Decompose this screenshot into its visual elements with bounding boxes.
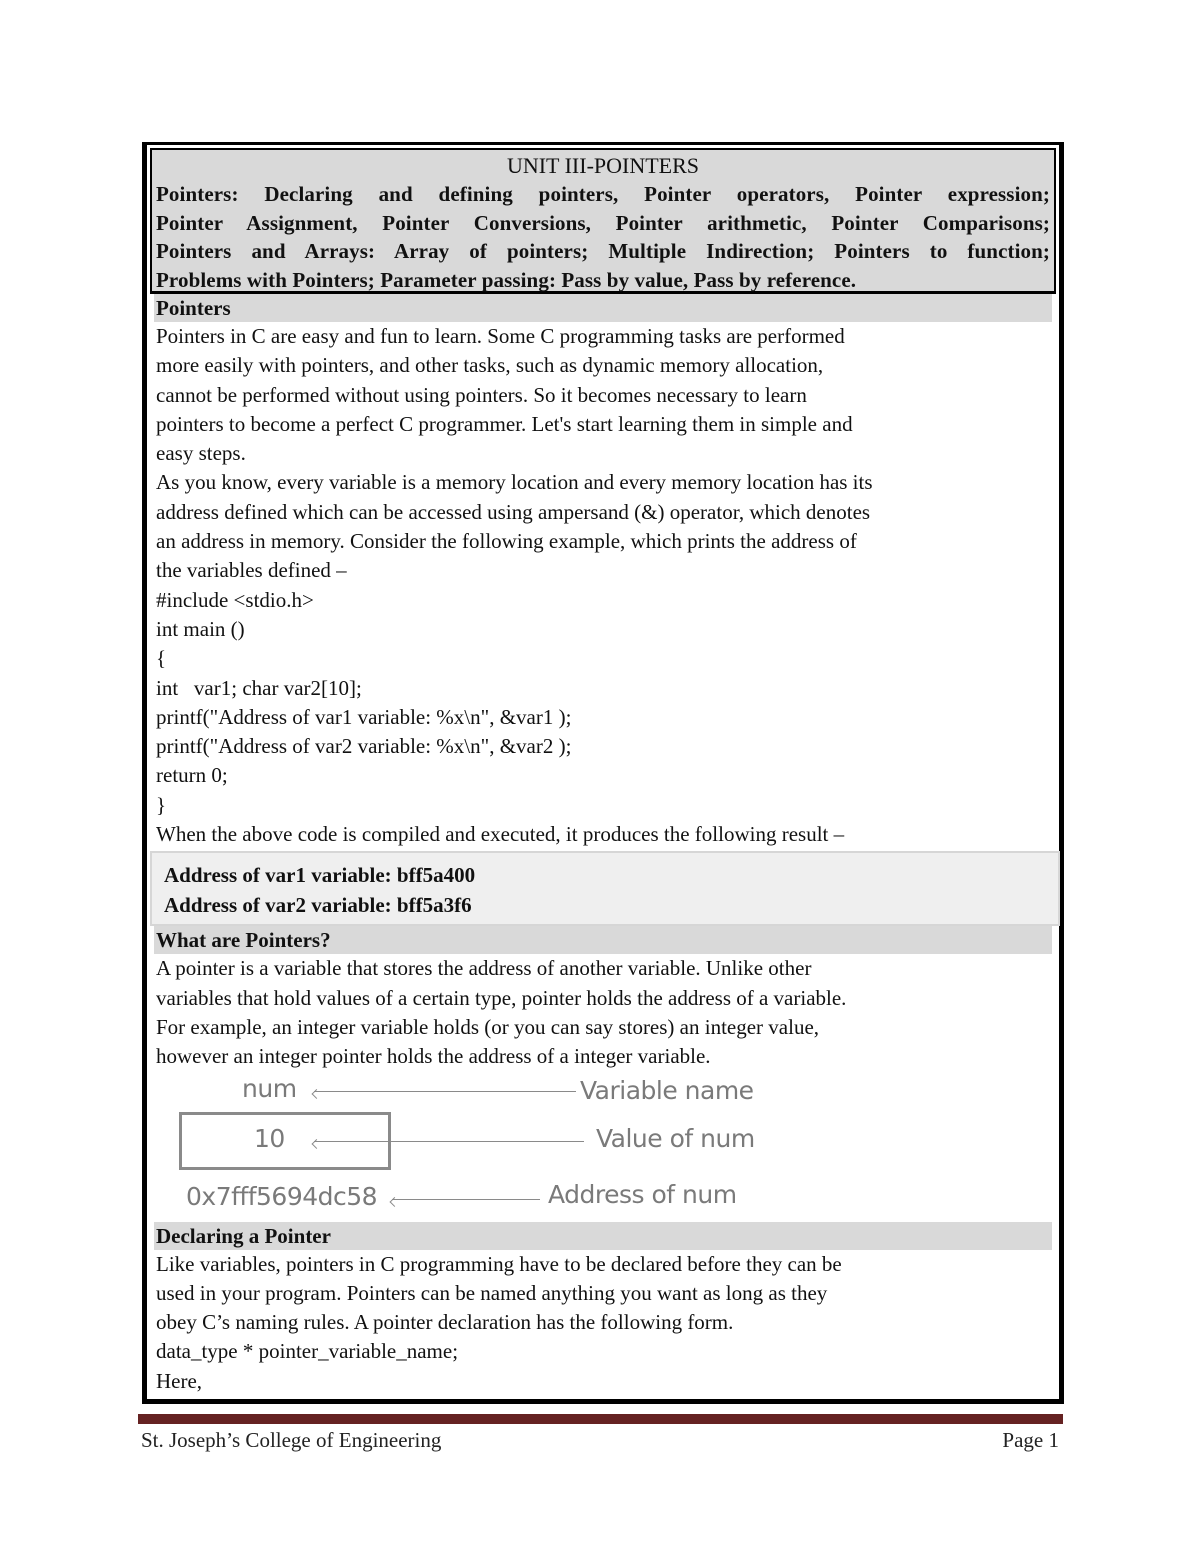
syllabus-line: Pointer Assignment, Pointer Conversions, Pointer arithmetic, Pointer Comparisons;	[156, 210, 1050, 235]
text-line: more easily with pointers, and other tasks, such as dynamic memory allocation,	[156, 353, 824, 378]
section-heading-what-are-pointers: What are Pointers?	[154, 926, 1052, 954]
trailing-text: Here,	[156, 1368, 203, 1393]
output-line: Address of var2 variable: bff5a3f6	[164, 892, 472, 917]
text-line: Like variables, pointers in C programming have to be declared before they can be	[156, 1251, 842, 1276]
diagram-var-name-label: Variable name	[580, 1075, 754, 1105]
code-line: return 0;	[156, 763, 228, 788]
code-line: int main ()	[156, 616, 245, 641]
text-line: obey C’s naming rules. A pointer declaration has the following form.	[156, 1310, 734, 1335]
result-intro: When the above code is compiled and executed, it produces the following result –	[156, 822, 845, 847]
code-example	[154, 586, 1054, 820]
text-line: easy steps.	[156, 441, 246, 466]
syllabus-line: Pointers: Declaring and defining pointers, Pointer operators, Pointer expression;	[156, 182, 1050, 206]
text-line: As you know, every variable is a memory location and every memory location has its	[156, 470, 873, 495]
unit-syllabus	[156, 180, 1050, 294]
text-line: variables that hold values of a certain type, pointer holds the address of a variable.	[156, 985, 847, 1010]
code-line: #include <stdio.h>	[156, 587, 314, 612]
code-line: printf("Address of var1 variable: %x\n", &var1 );	[156, 704, 572, 729]
footer-college-name: St. Joseph’s College of Engineering	[141, 1428, 442, 1452]
diagram-value: 10	[254, 1123, 285, 1153]
code-line: printf("Address of var2 variable: %x\n", &var2 );	[156, 734, 572, 759]
text-line: the variables defined –	[156, 558, 347, 583]
diagram-address: 0x7fff5694dc58	[186, 1181, 378, 1211]
code-line: int var1; char var2[10];	[156, 675, 362, 700]
diagram-value-label: Value of num	[596, 1123, 755, 1153]
diagram-var-name: num	[242, 1073, 297, 1103]
text-line: however an integer pointer holds the address of a integer variable.	[156, 1044, 711, 1069]
arrow-left-icon	[314, 1091, 576, 1092]
output-result-box	[150, 851, 1060, 926]
section-heading-declaring-pointer: Declaring a Pointer	[154, 1222, 1052, 1250]
declaring-paragraph	[154, 1250, 1054, 1338]
text-line: address defined which can be accessed using ampersand (&) operator, which denotes	[156, 499, 871, 524]
syllabus-line: Problems with Pointers; Parameter passing: Pass by value, Pass by reference.	[156, 267, 857, 292]
unit-header	[150, 148, 1056, 294]
text-line: an address in memory. Consider the following example, which prints the address of	[156, 529, 857, 554]
pointers-address-paragraph	[154, 468, 1054, 585]
unit-title: UNIT III-POINTERS	[506, 153, 700, 178]
content-body	[150, 294, 1056, 1396]
arrow-left-icon	[392, 1199, 540, 1200]
what-are-pointers-paragraph	[154, 954, 1054, 1071]
pointers-intro-paragraph	[154, 322, 1054, 468]
code-line: {	[156, 646, 167, 671]
arrow-left-icon	[314, 1141, 584, 1142]
text-line: Pointers in C are easy and fun to learn. Some C programming tasks are performed	[156, 324, 845, 348]
footer-divider	[138, 1414, 1063, 1424]
syllabus-line: Pointers and Arrays: Array of pointers; Multiple Indirection; Pointers to function;	[156, 239, 1050, 263]
page-frame	[142, 142, 1064, 1404]
section-heading-pointers: Pointers	[154, 294, 1052, 322]
output-line: Address of var1 variable: bff5a400	[164, 863, 476, 888]
text-line: A pointer is a variable that stores the address of another variable. Unlike other	[156, 956, 812, 981]
text-line: used in your program. Pointers can be named anything you want as long as they	[156, 1280, 828, 1305]
footer-page-number: Page 1	[1002, 1428, 1059, 1452]
text-line: cannot be performed without using pointers. So it becomes necessary to learn	[156, 382, 807, 407]
pointer-diagram	[154, 1072, 1054, 1222]
diagram-address-label: Address of num	[548, 1179, 737, 1209]
text-line: For example, an integer variable holds (or you can say stores) an integer value,	[156, 1014, 820, 1039]
declaration-syntax: data_type * pointer_variable_name;	[156, 1339, 459, 1364]
text-line: pointers to become a perfect C programmer. Let's start learning them in simple and	[156, 411, 853, 436]
code-line: }	[156, 792, 167, 817]
